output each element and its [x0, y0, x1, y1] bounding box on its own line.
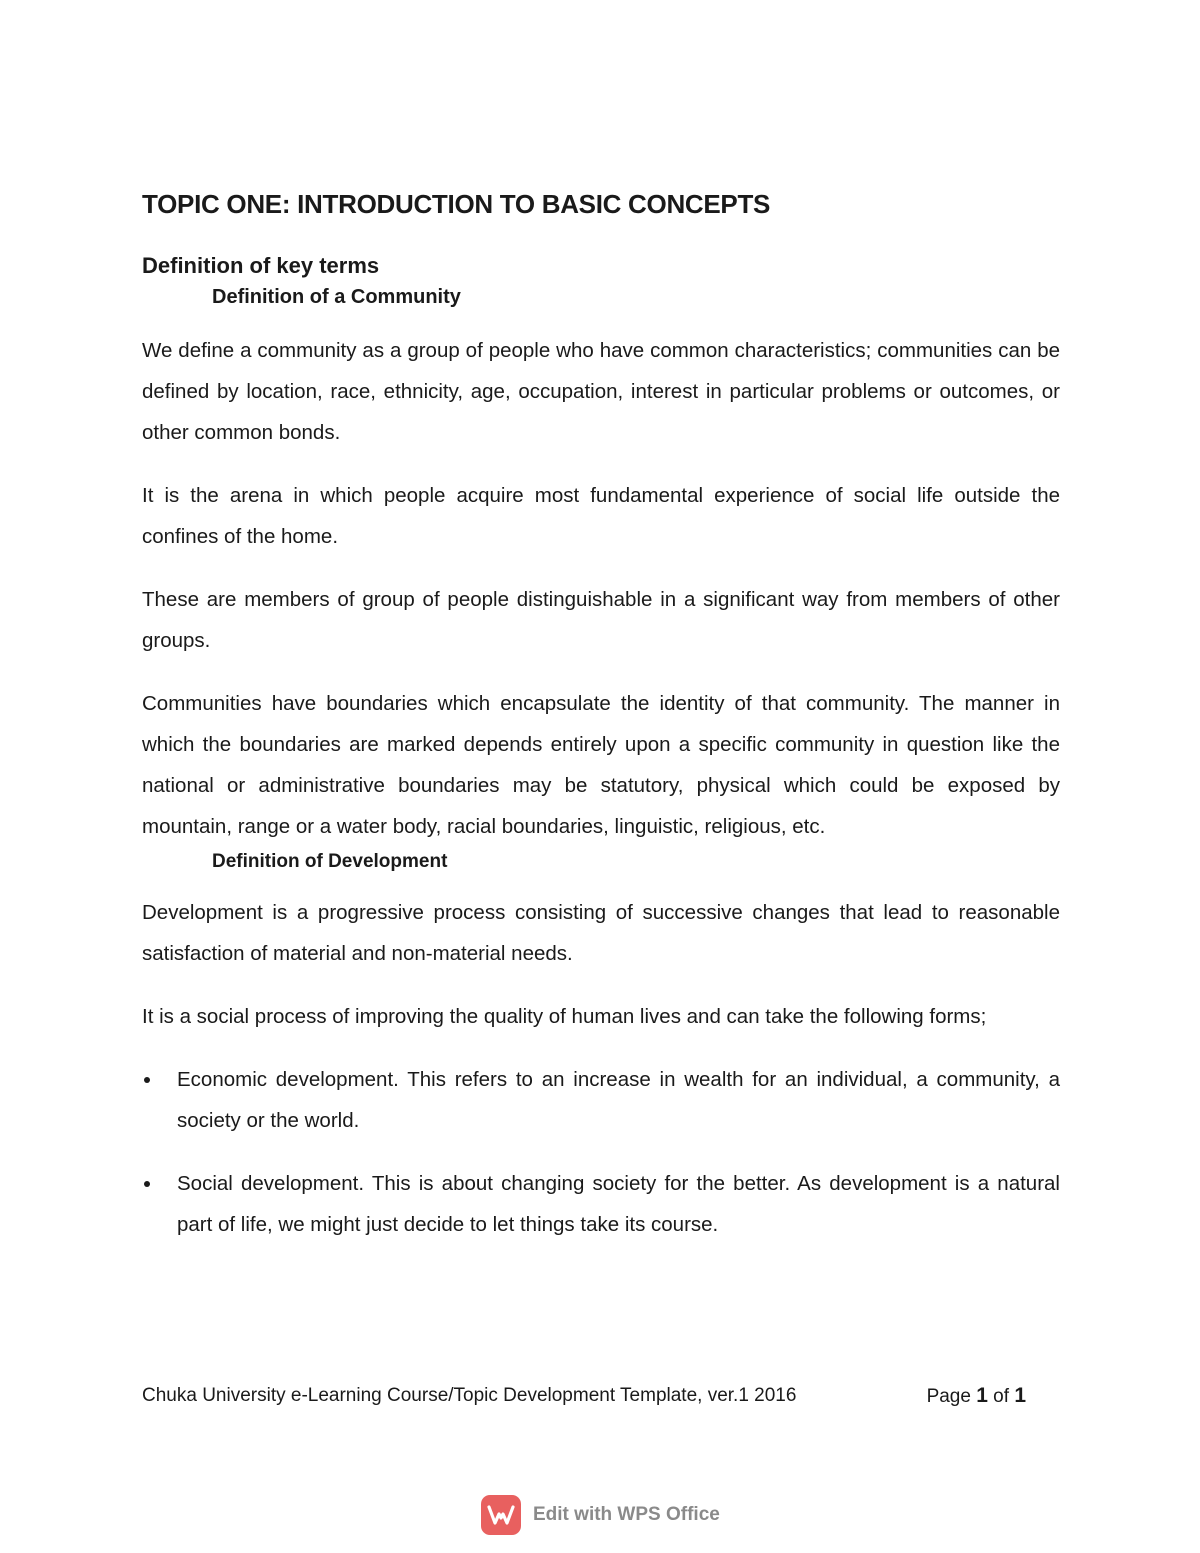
subheading-development: Definition of Development — [212, 851, 448, 872]
wps-w-icon — [481, 1495, 521, 1535]
page-prefix: Page — [926, 1386, 977, 1407]
edit-with-wps-button[interactable] — [481, 1494, 720, 1536]
paragraph: Development is a progressive process consisting of successive changes that lead to reasonable satisfaction of material and non-material needs. — [142, 901, 1060, 965]
document-body — [142, 186, 1060, 1267]
footer-template-text: Chuka University e-Learning Course/Topic Development Template, ver.1 2016 — [142, 1385, 797, 1406]
bullet-icon — [144, 1181, 150, 1187]
paragraph: It is a social process of improving the quality of human lives and can take the following forms; — [142, 1005, 987, 1028]
page-number — [927, 1382, 1026, 1411]
wps-label: Edit with WPS Office — [533, 1504, 720, 1525]
paragraph: Communities have boundaries which encapsulate the identity of that community. The manner in which the boundaries are marked depends entirely upon a specific community in question like the national or administrative boundaries may be statutory, physical which could be exposed by mountain, range or a water body, racial boundaries, linguistic, religious, etc. — [142, 692, 1060, 838]
list-item-text: Economic development. This refers to an increase in wealth for an individual, a community, a society or the world. — [177, 1068, 1060, 1132]
page-title: TOPIC ONE: INTRODUCTION TO BASIC CONCEPTS — [142, 189, 771, 219]
list-item — [142, 1059, 1060, 1141]
page-current: 1 — [976, 1384, 988, 1407]
list-item-text: Social development. This is about changing society for the better. As development is a natural part of life, we might just decide to let things take its course. — [177, 1172, 1060, 1236]
page-of: of — [987, 1386, 1015, 1407]
subheading-community: Definition of a Community — [212, 286, 461, 308]
section-heading-key-terms: Definition of key terms — [142, 253, 380, 278]
list-item — [142, 1163, 1060, 1245]
bullet-icon — [144, 1077, 150, 1083]
paragraph: It is the arena in which people acquire most fundamental experience of social life outside the confines of the home. — [142, 484, 1060, 548]
paragraph: These are members of group of people distinguishable in a significant way from members of other groups. — [142, 588, 1060, 652]
page-total: 1 — [1014, 1384, 1026, 1407]
paragraph: We define a community as a group of people who have common characteristics; communities can be defined by location, race, ethnicity, age, occupation, interest in particular problems or outcomes, or other common bonds. — [142, 339, 1060, 444]
development-forms-list — [142, 1059, 1060, 1245]
